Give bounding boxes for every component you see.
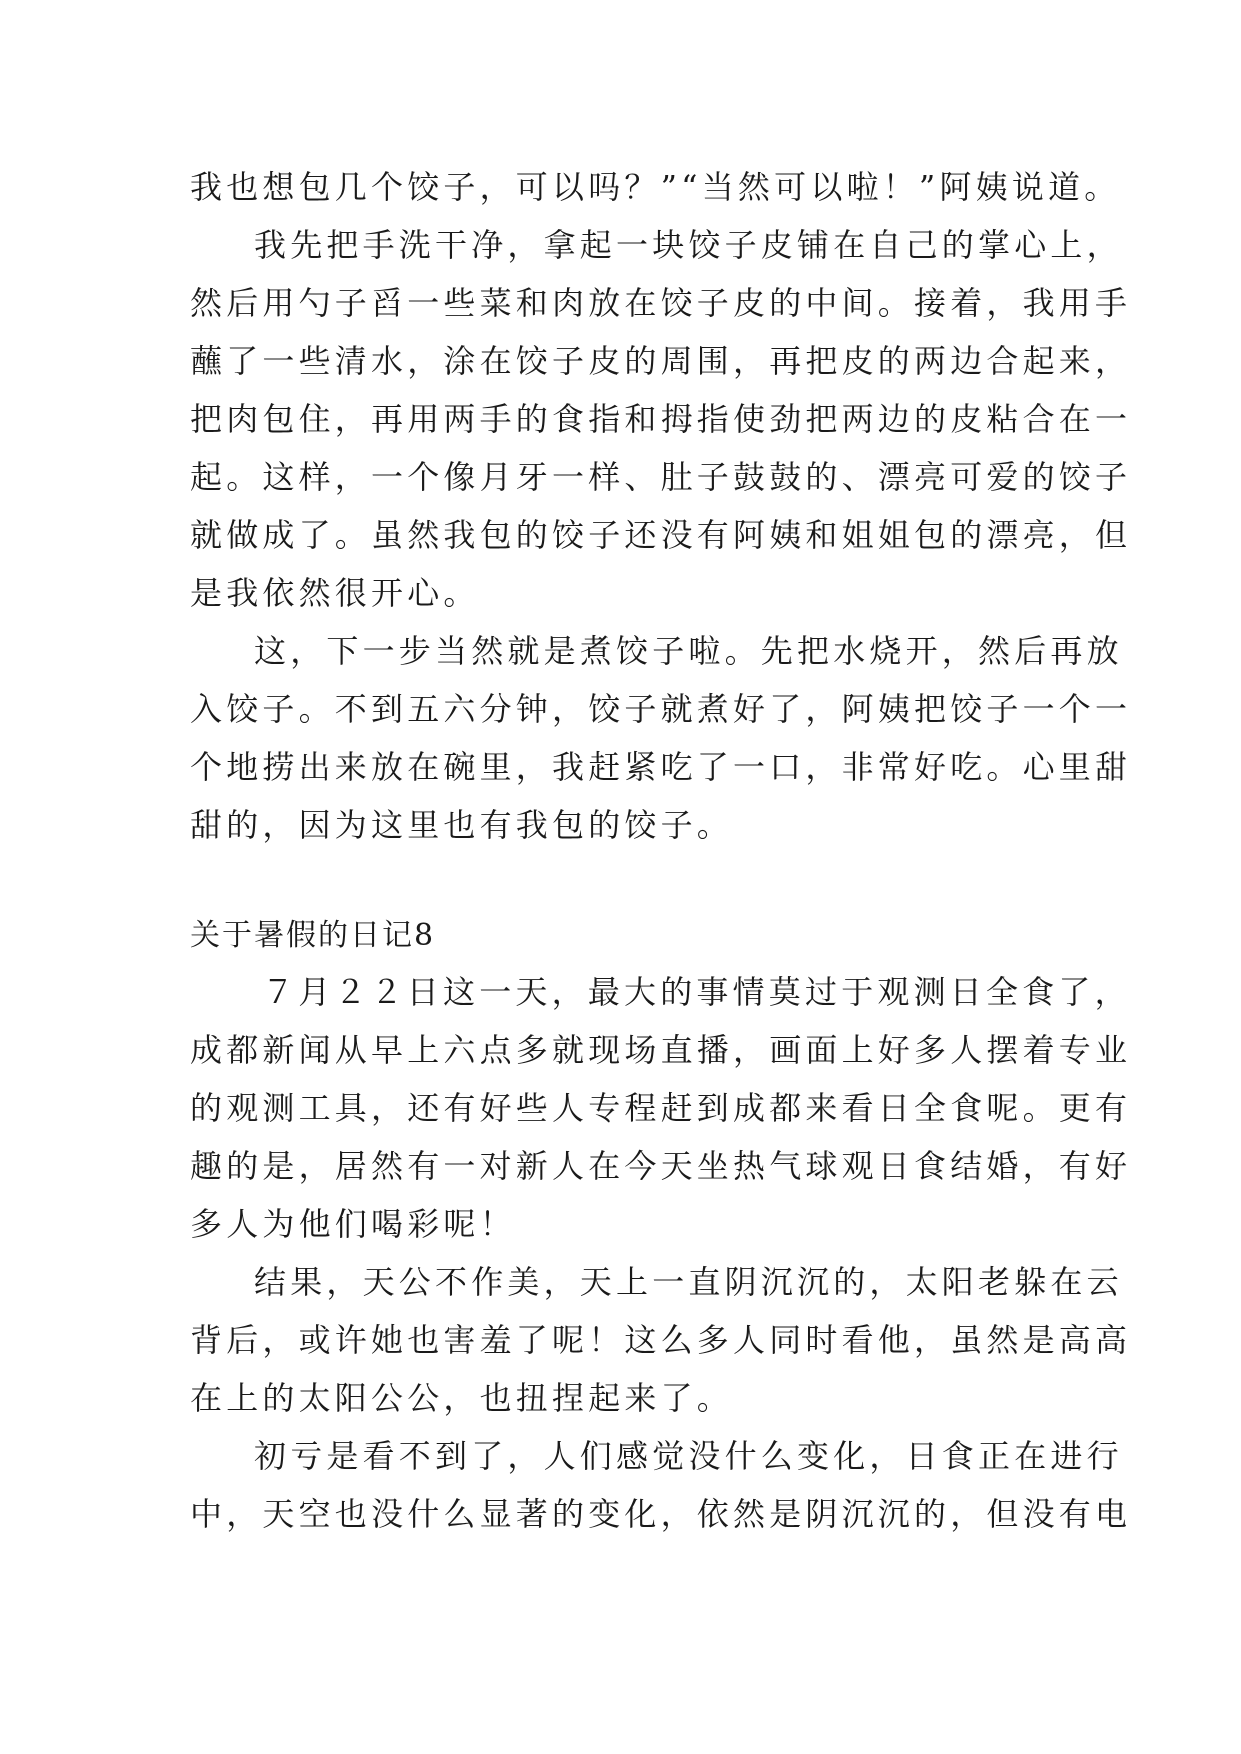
paragraph-line: 然后用勺子舀一些菜和肉放在饺子皮的中间。接着，我用手	[190, 284, 1132, 322]
paragraph-line: 中，天空也没什么显著的变化，依然是阴沉沉的，但没有电	[190, 1495, 1132, 1533]
paragraph-line: 成都新闻从早上六点多就现场直播，画面上好多人摆着专业	[190, 1031, 1132, 1069]
paragraph-line: 个地捞出来放在碗里，我赶紧吃了一口，非常好吃。心里甜	[190, 748, 1132, 786]
paragraph-line: 甜的，因为这里也有我包的饺子。	[190, 806, 734, 844]
paragraph-line: 入饺子。不到五六分钟，饺子就煮好了，阿姨把饺子一个一	[190, 690, 1132, 728]
paragraph-line: 把肉包住，再用两手的食指和拇指使劲把两边的皮粘合在一	[190, 400, 1132, 438]
section-heading: 关于暑假的日记8	[190, 918, 436, 953]
paragraph-line: 这，下一步当然就是煮饺子啦。先把水烧开，然后再放	[254, 632, 1123, 670]
paragraph-line: 背后，或许她也害羞了呢！这么多人同时看他，虽然是高高	[190, 1321, 1132, 1359]
paragraph-line: 趣的是，居然有一对新人在今天坐热气球观日食结婚，有好	[190, 1147, 1132, 1185]
paragraph-line: 的观测工具，还有好些人专程赶到成都来看日全食呢。更有	[190, 1089, 1132, 1127]
paragraph-line: 就做成了。虽然我包的饺子还没有阿姨和姐姐包的漂亮，但	[190, 516, 1132, 554]
paragraph-line: 是我依然很开心。	[190, 574, 480, 612]
paragraph-line: 初亏是看不到了，人们感觉没什么变化，日食正在进行	[254, 1437, 1123, 1475]
paragraph-line: 蘸了一些清水，涂在饺子皮的周围，再把皮的两边合起来，	[190, 342, 1132, 380]
paragraph-line: ７月２２日这一天，最大的事情莫过于观测日全食了，	[262, 973, 1131, 1011]
paragraph-line: 结果，天公不作美，天上一直阴沉沉的，太阳老躲在云	[254, 1263, 1123, 1301]
paragraph-line: 多人为他们喝彩呢！	[190, 1205, 516, 1243]
paragraph-line: 起。这样，一个像月牙一样、肚子鼓鼓的、漂亮可爱的饺子	[190, 458, 1132, 496]
paragraph-line: 我先把手洗干净，拿起一块饺子皮铺在自己的掌心上，	[254, 226, 1123, 264]
paragraph-line: 在上的太阳公公，也扭捏起来了。	[190, 1379, 734, 1417]
paragraph-line: 我也想包几个饺子，可以吗？”“当然可以啦！”阿姨说道。	[190, 168, 1121, 206]
